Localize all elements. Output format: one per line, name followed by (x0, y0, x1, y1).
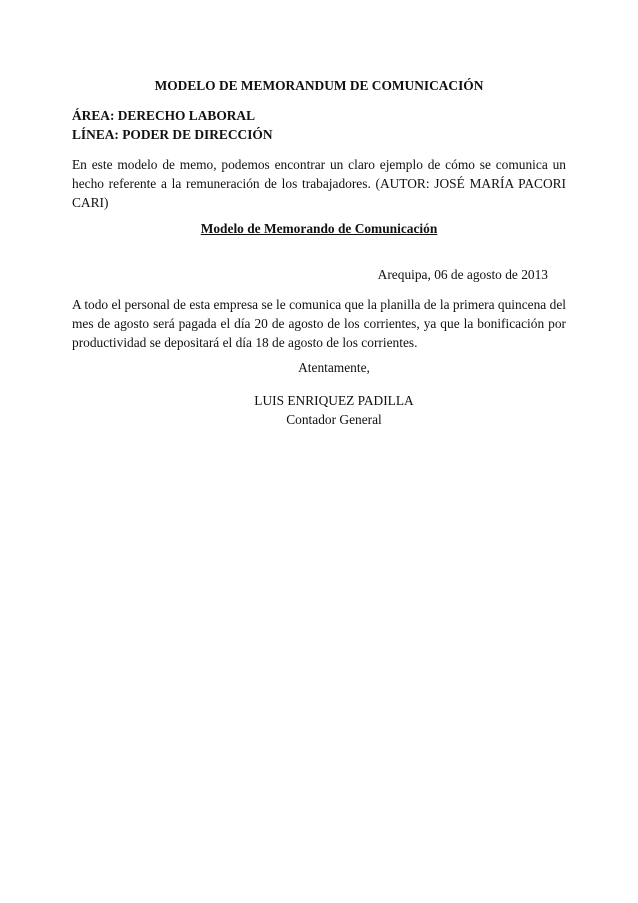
document-title: MODELO DE MEMORANDUM DE COMUNICACIÓN (154, 78, 484, 93)
signer-name: LUIS ENRIQUEZ PADILLA (254, 393, 414, 408)
signer-title: Contador General (286, 412, 382, 427)
memo-closing: Atentamente, (298, 360, 370, 375)
linea-line: LÍNEA: PODER DE DIRECCIÓN (72, 127, 273, 142)
memo-date: Arequipa, 06 de agosto de 2013 (377, 267, 548, 282)
area-line: ÁREA: DERECHO LABORAL (72, 108, 256, 123)
intro-paragraph: En este modelo de memo, podemos encontrar un claro ejemplo de cómo se comunica un hecho referente a la remuneración de los trabajadores. (AUTOR: JOSÉ MARÍA PACORI CARI) (72, 157, 566, 210)
memo-body: A todo el personal de esta empresa se le comunica que la planilla de la primera quincena del mes de agosto será pagada el día 20 de agosto de los corrientes, ya que la bonificación por productividad se depositará el día 18 de agosto de los corrientes. (72, 297, 566, 350)
document-meta (72, 106, 566, 144)
memo-subtitle: Modelo de Memorando de Comunicación (200, 221, 438, 236)
signature-block (72, 391, 566, 429)
